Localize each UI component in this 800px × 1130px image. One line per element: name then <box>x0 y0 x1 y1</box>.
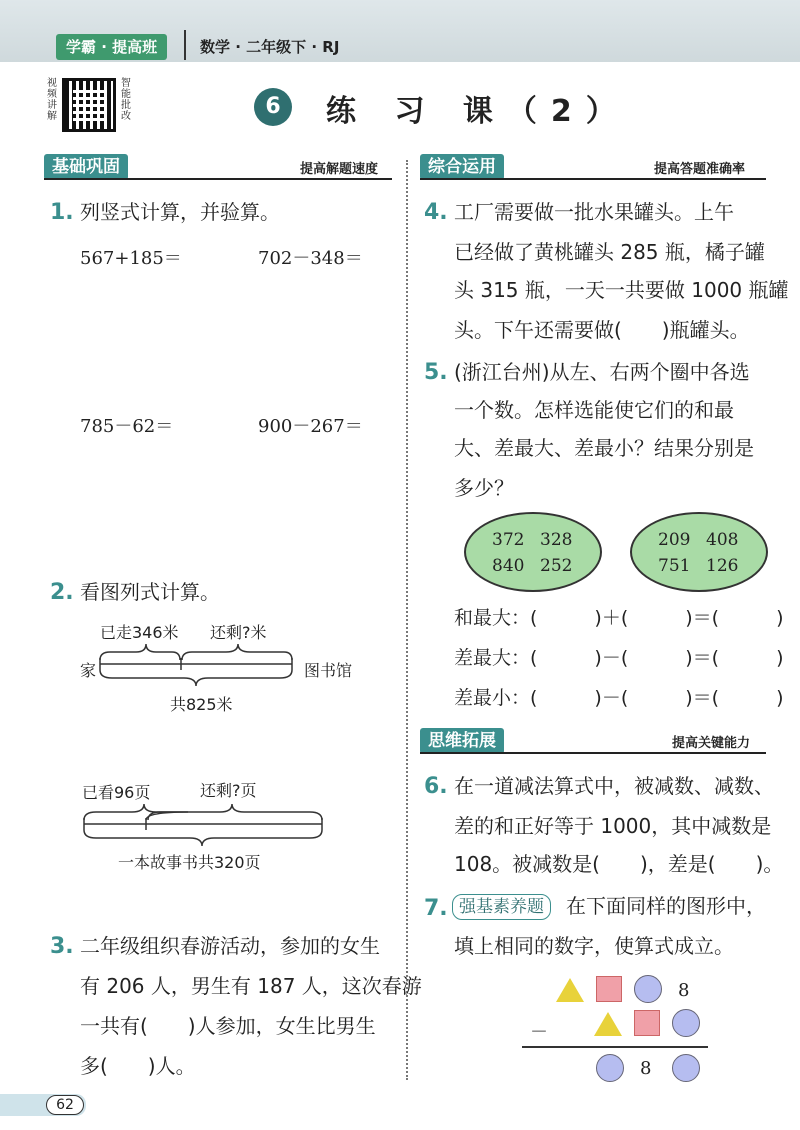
section-thinking-label: 思维拓展 <box>420 728 504 754</box>
q1-number: 1. <box>50 200 74 225</box>
circle-shape[interactable] <box>672 1054 700 1082</box>
qr-code-icon[interactable] <box>62 78 116 132</box>
q5-line-2: 一个数。怎样选能使它们的和最 <box>454 398 734 422</box>
lesson-title: 练 习 课（2） <box>326 94 630 129</box>
q1-expr-3: 785－62＝ <box>80 416 174 437</box>
q3-line-2: 有 206 人，男生有 187 人，这次春游 <box>80 974 422 998</box>
page-number: 62 <box>46 1095 84 1115</box>
q2-d2-left: 还剩?页 <box>200 781 257 800</box>
circle-shape[interactable] <box>596 1054 624 1082</box>
qr-right-label: 智能批改 <box>121 78 131 122</box>
q5-line-3: 大、差最大、差最小？结果分别是 <box>454 436 754 460</box>
q2-d1-walked: 已走346米 <box>100 623 179 642</box>
right-circle-num-4: 126 <box>706 556 739 576</box>
q6-line-3[interactable]: 108。被减数是( )，差是( )。 <box>454 852 784 876</box>
q2-number: 2. <box>50 580 74 605</box>
subject-label: 数学 · 二年级下 · RJ <box>200 38 340 56</box>
left-circle-num-1: 372 <box>492 530 525 550</box>
section-comprehensive-note: 提高答题准确率 <box>654 162 746 177</box>
q4-line-2: 已经做了黄桃罐头 285 瓶，橘子罐 <box>454 240 765 264</box>
right-circle-num-1: 209 <box>658 530 691 550</box>
q5-answer-diff-max[interactable]: 差最大：( )－( )＝( ) <box>454 647 784 669</box>
q1-expr-2: 702－348＝ <box>258 248 363 269</box>
q7-digit-top: 8 <box>678 980 690 1001</box>
circle-shape[interactable] <box>634 975 662 1003</box>
q2-text: 看图列式计算。 <box>80 580 220 604</box>
q3-line-3: 一共有( )人参加，女生比男生 <box>80 1014 376 1038</box>
q2-d2-read: 已看96页 <box>82 783 151 802</box>
q7-equation-line <box>522 1046 708 1048</box>
q1-expr-1: 567+185＝ <box>80 248 182 269</box>
section-thinking-note: 提高关键能力 <box>672 736 751 751</box>
q5-line-4: 多少？ <box>454 476 514 500</box>
column-divider <box>406 160 408 1080</box>
header-divider <box>184 30 186 60</box>
q7-line-2: 填上相同的数字，使算式成立。 <box>454 934 734 958</box>
q3-line-4: 多( )人。 <box>80 1054 196 1078</box>
q2-diagram-1 <box>96 642 300 688</box>
q5-answer-sum-max[interactable]: 和最大：( )＋( )＝( ) <box>454 607 784 629</box>
q7-tag-badge: 强基素养题 <box>452 894 551 920</box>
q7-number: 7. <box>424 896 448 921</box>
right-circle-num-2: 408 <box>706 530 739 550</box>
q5-line-1: (浙江台州)从左、右两个圈中各选 <box>454 360 750 384</box>
qr-left-label: 视频讲解 <box>47 78 57 122</box>
q4-line-4: 头。下午还需要做( )瓶罐头。 <box>454 318 750 342</box>
q4-line-3: 头 315 瓶，一天一共要做 1000 瓶罐 <box>454 278 789 302</box>
left-circle-num-3: 840 <box>492 556 525 576</box>
q7-line-1: 在下面同样的图形中， <box>566 894 766 918</box>
q3-line-1: 二年级组织春游活动，参加的女生 <box>80 934 380 958</box>
q6-number: 6. <box>424 774 448 799</box>
q2-d1-left: 还剩?米 <box>210 623 267 642</box>
right-number-circle <box>630 512 768 592</box>
left-circle-num-2: 328 <box>540 530 573 550</box>
q4-line-1: 工厂需要做一批水果罐头。上午 <box>454 200 734 224</box>
q3-number: 3. <box>50 934 74 959</box>
triangle-shape[interactable] <box>556 978 584 1002</box>
q1-text: 列竖式计算，并验算。 <box>80 200 280 224</box>
q6-line-1: 在一道减法算式中，被减数、减数、 <box>454 774 774 798</box>
q2-diagram-2 <box>80 802 326 848</box>
square-shape[interactable] <box>596 976 622 1002</box>
q2-d2-total: 一本故事书共320页 <box>118 853 261 872</box>
left-circle-num-4: 252 <box>540 556 573 576</box>
circle-shape[interactable] <box>672 1009 700 1037</box>
brand-label: 学霸 · 提高班 <box>56 34 167 60</box>
q2-d1-home: 家 <box>80 661 97 680</box>
section-comprehensive-label: 综合运用 <box>420 154 504 180</box>
section-basic-line <box>44 178 392 180</box>
q5-number: 5. <box>424 360 448 385</box>
q2-d1-total: 共825米 <box>170 695 233 714</box>
section-comprehensive-line <box>420 178 766 180</box>
square-shape[interactable] <box>634 1010 660 1036</box>
q7-digit-bottom: 8 <box>640 1058 652 1079</box>
lesson-number: 6 <box>254 88 292 126</box>
q2-d1-library: 图书馆 <box>304 661 353 680</box>
q7-minus: － <box>530 1022 548 1043</box>
q1-expr-4: 900－267＝ <box>258 416 363 437</box>
left-number-circle <box>464 512 602 592</box>
q5-answer-diff-min[interactable]: 差最小：( )－( )＝( ) <box>454 687 784 709</box>
right-circle-num-3: 751 <box>658 556 691 576</box>
section-basic-note: 提高解题速度 <box>300 162 379 177</box>
triangle-shape[interactable] <box>594 1012 622 1036</box>
section-thinking-line <box>420 752 766 754</box>
q6-line-2: 差的和正好等于 1000，其中减数是 <box>454 814 772 838</box>
q4-number: 4. <box>424 200 448 225</box>
section-basic-label: 基础巩固 <box>44 154 128 180</box>
